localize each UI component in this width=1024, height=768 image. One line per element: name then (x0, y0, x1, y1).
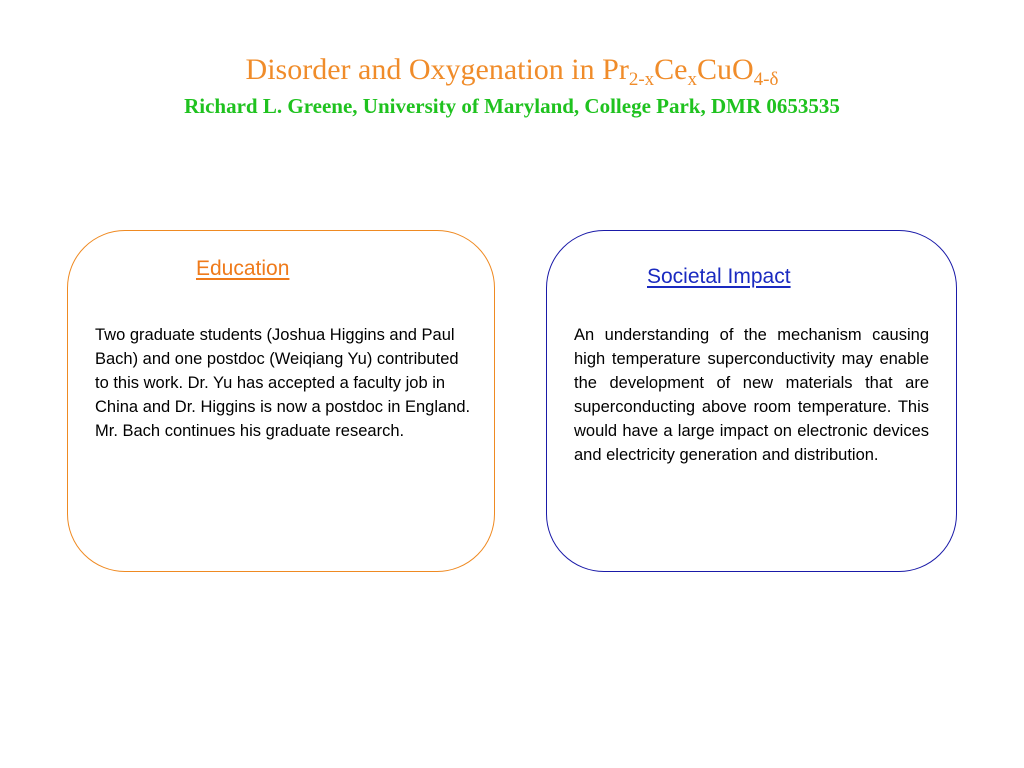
slide-title (0, 52, 1024, 88)
education-body: Two graduate students (Joshua Higgins and Paul Bach) and one postdoc (Weiqiang Yu) contributed to this work. Dr. Yu has accepted a faculty job in China and Dr. Higgins is now a postdoc in England. Mr. Bach continues his graduate research. (95, 326, 471, 440)
education-box (67, 230, 495, 572)
societal-impact-box (546, 230, 957, 572)
societal-impact-body: An understanding of the mechanism causing high temperature superconductivity may enable the development of new materials that are superconducting above room temperature. This would have a large impact on electronic devices and electricity generation and distribution. (574, 326, 929, 464)
slide-subtitle: Richard L. Greene, University of Maryland, College Park, DMR 0653535 (184, 94, 840, 118)
title-subscript-x: x (687, 69, 697, 90)
societal-impact-heading: Societal Impact (647, 265, 791, 288)
education-heading: Education (196, 257, 290, 280)
title-subscript-4-delta: 4-δ (753, 69, 779, 90)
title-subscript-2-x: 2-x (628, 69, 655, 90)
title-text-ce: Ce (654, 53, 688, 86)
title-text-pr: Disorder and Oxygenation in Pr (245, 53, 629, 86)
title-text-cuo: CuO (696, 53, 754, 86)
